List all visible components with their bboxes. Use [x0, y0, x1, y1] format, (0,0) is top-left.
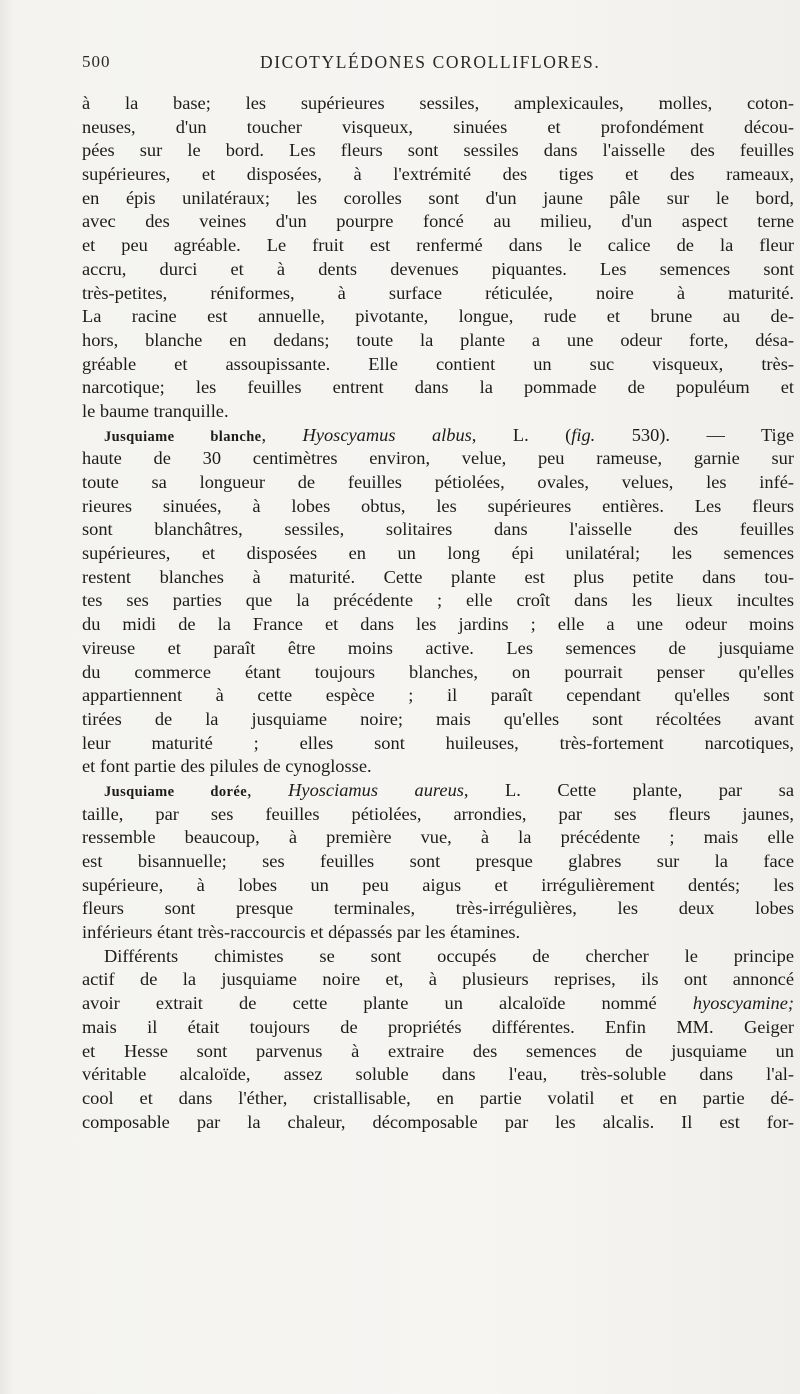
text-line: et peu agréable. Le fruit est renfermé dans le calice de la fleur	[82, 235, 794, 256]
italic-term: hyoscyamine;	[692, 993, 794, 1014]
running-head: DICOTYLÉDONES COROLLIFLORES.	[260, 52, 601, 72]
text-line: et Hesse sont parvenus à extraire des semences de jusquiame un	[82, 1040, 794, 1061]
entry-heading-albus	[82, 424, 794, 448]
text-line: supérieure, à lobes un peu aigus et irrégulièrement dentés; les	[82, 874, 794, 895]
entry-heading-aureus	[82, 779, 794, 803]
text-line: véritable alcaloïde, assez soluble dans l'eau, très-soluble dans l'al-	[82, 1064, 794, 1085]
text-line: Différents chimistes se sont occupés de chercher le principe	[104, 945, 794, 966]
text-line: narcotique; les feuilles entrent dans la pommade de populéum et	[82, 377, 794, 398]
text-line: composable par la chaleur, décomposable par les alcalis. Il est for-	[82, 1111, 794, 1132]
page-number: 500	[82, 52, 111, 71]
text-line: La racine est annuelle, pivotante, longue, rude et brune au de-	[82, 306, 794, 327]
text-line: supérieures, et disposées en un long épi unilatéral; les semences	[82, 543, 794, 564]
text-line: très-petites, réniformes, à surface réticulée, noire à maturité.	[82, 282, 794, 303]
figure-ref: fig.	[571, 424, 596, 445]
text-line: du midi de la France et dans les jardins ; elle a une odeur moins	[82, 614, 794, 635]
text-line: pées sur le bord. Les fleurs sont sessiles dans l'aisselle des feuilles	[82, 140, 794, 161]
text-line: inférieurs étant très-raccourcis et dépassés par les étamines.	[82, 922, 521, 943]
text-line-with-italic	[82, 992, 794, 1016]
body-text	[82, 92, 794, 1134]
text-line: toute sa longueur de feuilles pétiolées, ovales, velues, les infé-	[82, 472, 794, 492]
text-line: neuses, d'un toucher visqueux, sinuées et profondément décou-	[82, 116, 794, 137]
text-line: rieures sinuées, à lobes obtus, les supérieures entières. Les fleurs	[82, 495, 794, 516]
entry-separator: ,	[247, 779, 289, 800]
text-line: leur maturité ; elles sont huileuses, très-fortement narcotiques,	[82, 732, 794, 753]
text-line: supérieures, et disposées, à l'extrémité des tiges et des rameaux,	[82, 164, 794, 185]
text-line: sont blanchâtres, sessiles, solitaires dans l'aisselle des feuilles	[82, 519, 794, 540]
text-line: vireuse et paraît être moins active. Les semences de jusquiame	[82, 637, 794, 658]
entry-text: 530). — Tige	[595, 424, 794, 445]
text-line: tes ses parties que la précédente ; elle croît dans les lieux incultes	[82, 590, 794, 611]
entry-latin-name: Hyoscyamus albus	[302, 424, 472, 445]
entry-name: Jusquiame blanche	[104, 428, 262, 445]
text-line: actif de la jusquiame noire et, à plusieurs reprises, ils ont annoncé	[82, 969, 794, 990]
text-line: cool et dans l'éther, cristallisable, en partie volatil et en partie dé-	[82, 1087, 794, 1108]
text-line: appartiennent à cette espèce ; il paraît cependant qu'elles sont	[82, 685, 794, 706]
text-line: et font partie des pilules de cynoglosse.	[82, 756, 372, 777]
entry-separator: ,	[261, 424, 303, 445]
entry-latin-name: Hyosciamus aureus	[288, 779, 464, 800]
page-header	[82, 52, 782, 82]
entry-name: Jusquiame dorée	[104, 783, 248, 800]
text-line: du commerce étant toujours blanches, on pourrait penser qu'elles	[82, 661, 794, 682]
text-line: taille, par ses feuilles pétiolées, arrondies, par ses fleurs jaunes,	[82, 803, 794, 824]
entry-authority: , L. (	[471, 424, 572, 445]
text-line: restent blanches à maturité. Cette plante est plus petite dans tou-	[82, 566, 794, 587]
text-line: en épis unilatéraux; les corolles sont d'un jaune pâle sur le bord,	[82, 187, 794, 208]
text-line: à la base; les supérieures sessiles, amplexicaules, molles, coton-	[82, 93, 794, 113]
entry-text: , L. Cette plante, par sa	[463, 779, 795, 800]
text-line: haute de 30 centimètres environ, velue, peu rameuse, garnie sur	[82, 448, 794, 469]
text-line: avec des veines d'un pourpre foncé au milieu, d'un aspect terne	[82, 211, 794, 232]
text-line: gréable et assoupissante. Elle contient un suc visqueux, très-	[82, 353, 794, 374]
text-line: le baume tranquille.	[82, 400, 229, 421]
text-line: mais il était toujours de propriétés différentes. Enfin MM. Geiger	[82, 1016, 794, 1037]
text-line: hors, blanche en dedans; toute la plante a une odeur forte, désa-	[82, 329, 794, 350]
text-line: accru, durci et à dents devenues piquantes. Les semences sont	[82, 258, 794, 279]
text-line: tirées de la jusquiame noire; mais qu'elles sont récoltées avant	[82, 708, 794, 729]
line-text: avoir extrait de cette plante un alcaloïde nommé	[82, 993, 657, 1014]
text-line: est bisannuelle; ses feuilles sont presque glabres sur la face	[82, 851, 794, 871]
text-line: ressemble beaucoup, à première vue, à la précédente ; mais elle	[82, 827, 794, 848]
text-line: fleurs sont presque terminales, très-irrégulières, les deux lobes	[82, 898, 794, 919]
